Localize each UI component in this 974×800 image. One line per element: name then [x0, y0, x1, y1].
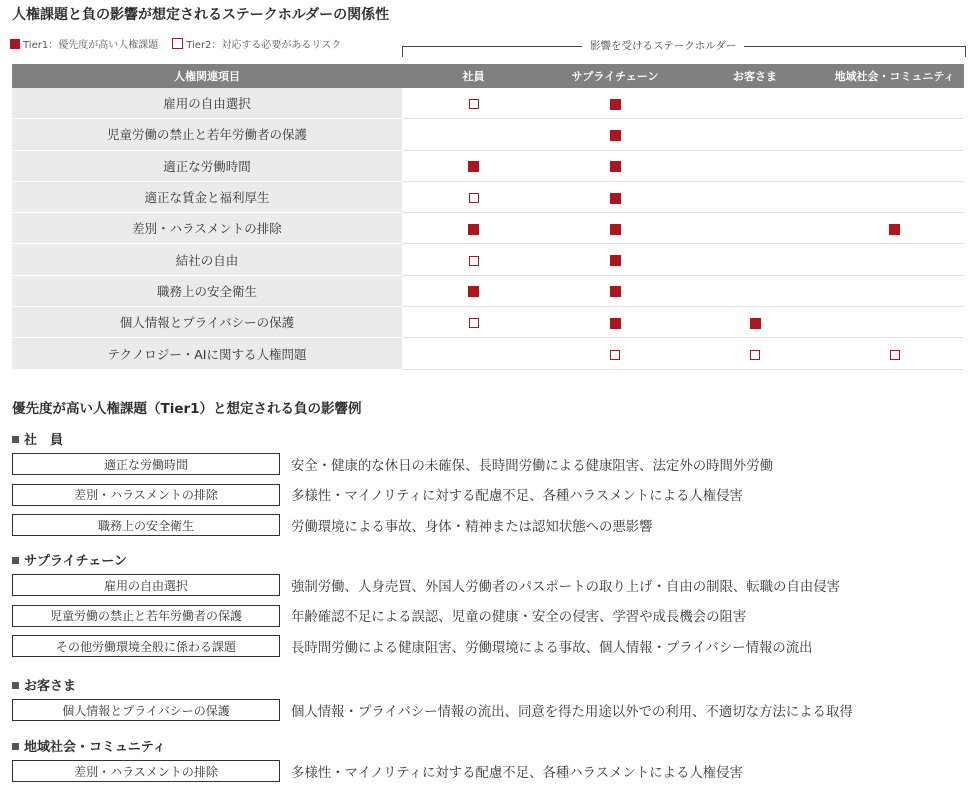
issue-box: 職務上の安全衛生	[12, 514, 280, 536]
matrix-cell	[545, 119, 685, 150]
tier1-filled-square-icon	[610, 130, 621, 141]
impact-description: 多様性・マイノリティに対する配慮不足、各種ハラスメントによる人権侵害	[291, 765, 743, 781]
matrix-cell	[545, 181, 685, 212]
issue-box: 差別・ハラスメントの排除	[12, 760, 280, 782]
header-employees: 社員	[402, 64, 545, 88]
matrix-cell	[685, 181, 825, 212]
impact-row	[12, 483, 743, 507]
table-row	[12, 307, 964, 338]
impact-description: 強制労働、人身売買、外国人労働者のパスポートの取り上げ・自由の制限、転職の自由侵害	[291, 579, 841, 595]
table-row	[12, 181, 964, 212]
tier2-outline-square-icon	[890, 350, 900, 360]
matrix-cell	[685, 338, 825, 369]
matrix-cell	[402, 119, 545, 150]
tier2-outline-square-icon	[469, 99, 479, 109]
matrix-cell	[545, 150, 685, 181]
impact-description: 労働環境による事故、身体・精神または認知状態への悪影響	[291, 519, 653, 535]
issue-box: 適正な労働時間	[12, 453, 280, 475]
matrix-cell	[402, 275, 545, 306]
matrix-cell	[685, 275, 825, 306]
table-row	[12, 338, 964, 369]
impact-row	[12, 698, 853, 722]
table-row	[12, 275, 964, 306]
matrix-cell	[685, 150, 825, 181]
matrix-cell	[402, 244, 545, 275]
impact-row	[12, 513, 653, 537]
matrix-cell	[545, 213, 685, 244]
issue-box: 児童労働の禁止と若年労働者の保護	[12, 605, 280, 627]
group-title-text: お客さま	[24, 679, 77, 694]
tier1-filled-square-icon	[610, 99, 621, 110]
matrix-cell	[685, 88, 825, 119]
matrix-cell	[825, 213, 964, 244]
tier2-outline-square-icon	[750, 350, 760, 360]
header-supply-chain: サプライチェーン	[545, 64, 685, 88]
relationship-matrix	[12, 64, 964, 370]
matrix-cell	[825, 181, 964, 212]
row-label: 適正な賃金と福利厚生	[12, 181, 402, 212]
row-label: 個人情報とプライバシーの保護	[12, 307, 402, 338]
matrix-cell	[825, 244, 964, 275]
matrix-cell	[402, 213, 545, 244]
matrix-cell	[685, 119, 825, 150]
tier2-outline-square-icon	[469, 193, 479, 203]
legend-tier2-label: Tier2：対応する必要があるリスク	[186, 40, 342, 51]
header-community: 地域社会・コミュニティ	[825, 64, 964, 88]
tier2-outline-square-icon	[469, 256, 479, 266]
row-label: 結社の自由	[12, 244, 402, 275]
tier1-filled-square-icon	[610, 161, 621, 172]
matrix-cell	[545, 307, 685, 338]
matrix-cell	[545, 244, 685, 275]
impact-row	[12, 634, 813, 658]
tier1-filled-square-icon	[468, 224, 479, 235]
header-customers: お客さま	[685, 64, 825, 88]
impact-description: 安全・健康的な休日の未確保、長時間労働による健康阻害、法定外の時間外労働	[291, 458, 774, 474]
row-label: 適正な労働時間	[12, 150, 402, 181]
bullet-square-icon	[12, 682, 19, 689]
stakeholder-label: 影響を受けるステークホルダー	[582, 38, 744, 53]
matrix-cell	[545, 338, 685, 369]
group-title	[12, 675, 76, 694]
group-title	[12, 429, 63, 448]
impact-section-title: 優先度が高い人権課題（Tier1）と想定される負の影響例	[12, 401, 362, 417]
tier1-swatch	[10, 39, 20, 49]
issue-box: 個人情報とプライバシーの保護	[12, 699, 280, 721]
group-title-text: 地域社会・コミュニティ	[24, 740, 166, 755]
table-row	[12, 119, 964, 150]
tier1-filled-square-icon	[889, 224, 900, 235]
tier1-filled-square-icon	[610, 224, 621, 235]
issue-box: 差別・ハラスメントの排除	[12, 484, 280, 506]
header-item: 人権関連項目	[12, 64, 402, 88]
group-title-text: 社 員	[24, 433, 64, 448]
tier1-filled-square-icon	[468, 286, 479, 297]
impact-description: 個人情報・プライバシー情報の流出、同意を得た用途以外での利用、不適切な方法による取得	[291, 704, 853, 720]
matrix-cell	[825, 88, 964, 119]
matrix-cell	[545, 275, 685, 306]
impact-row	[12, 759, 743, 783]
row-label: 職務上の安全衛生	[12, 275, 402, 306]
matrix-cell	[402, 150, 545, 181]
legend-tier1-label: Tier1：優先度が高い人権課題	[23, 40, 159, 51]
issue-box: 雇用の自由選択	[12, 574, 280, 596]
impact-row	[12, 452, 773, 476]
matrix-cell	[685, 244, 825, 275]
group-title	[12, 550, 127, 569]
tier1-filled-square-icon	[468, 161, 479, 172]
tier1-filled-square-icon	[610, 318, 621, 329]
table-row	[12, 150, 964, 181]
matrix-cell	[825, 119, 964, 150]
impact-description: 長時間労働による健康阻害、労働環境による事故、個人情報・プライバシー情報の流出	[291, 640, 813, 656]
matrix-cell	[402, 88, 545, 119]
issue-box: その他労働環境全般に係わる課題	[12, 635, 280, 657]
tier2-outline-square-icon	[610, 350, 620, 360]
impact-row	[12, 573, 840, 597]
legend	[10, 36, 341, 51]
tier1-filled-square-icon	[610, 286, 621, 297]
table-row	[12, 244, 964, 275]
impact-row	[12, 604, 746, 628]
impact-description: 年齢確認不足による誤認、児童の健康・安全の侵害、学習や成長機会の阻害	[291, 610, 747, 625]
matrix-cell	[402, 307, 545, 338]
matrix-cell	[685, 213, 825, 244]
row-label: 雇用の自由選択	[12, 88, 402, 119]
matrix-cell	[402, 338, 545, 369]
tier1-filled-square-icon	[750, 318, 761, 329]
row-label: 差別・ハラスメントの排除	[12, 213, 402, 244]
bullet-square-icon	[12, 557, 19, 564]
tier1-filled-square-icon	[610, 255, 621, 266]
page-title: 人権課題と負の影響が想定されるステークホルダーの関係性	[12, 7, 390, 23]
matrix-cell	[402, 181, 545, 212]
row-label: 児童労働の禁止と若年労働者の保護	[12, 119, 402, 150]
bullet-square-icon	[12, 436, 19, 443]
impact-description: 多様性・マイノリティに対する配慮不足、各種ハラスメントによる人権侵害	[291, 489, 743, 504]
tier2-outline-square-icon	[469, 318, 479, 328]
table-row	[12, 88, 964, 119]
matrix-cell	[545, 88, 685, 119]
matrix-header-row	[12, 64, 964, 88]
matrix-cell	[825, 275, 964, 306]
tier2-swatch	[172, 38, 183, 49]
group-title	[12, 736, 166, 755]
matrix-cell	[825, 307, 964, 338]
table-row	[12, 213, 964, 244]
matrix-cell	[825, 150, 964, 181]
group-title-text: サプライチェーン	[24, 554, 127, 569]
tier1-filled-square-icon	[610, 193, 621, 204]
matrix-cell	[825, 338, 964, 369]
matrix-cell	[685, 307, 825, 338]
row-label: テクノロジー・AIに関する人権問題	[12, 338, 402, 369]
bullet-square-icon	[12, 743, 19, 750]
